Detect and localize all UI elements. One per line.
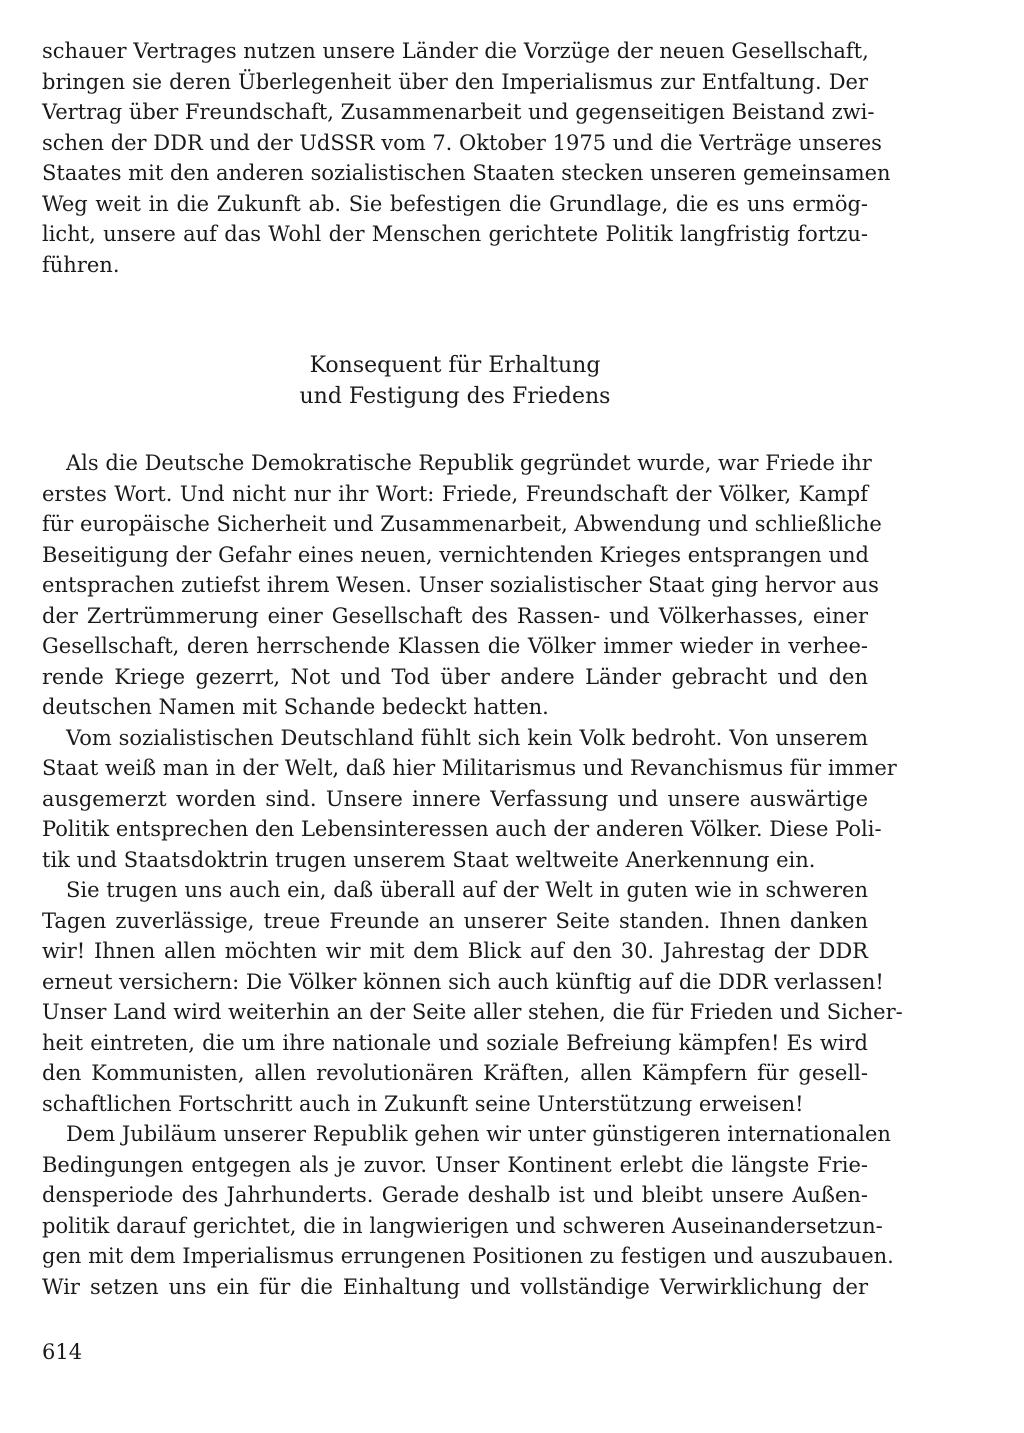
text-line: Bedingungen entgegen als je zuvor. Unser Kontinent erlebt die längste Frie- xyxy=(42,1152,868,1177)
text-line: heit eintreten, die um ihre nationale und soziale Befreiung kämpfen! Es wird xyxy=(42,1030,868,1055)
section-heading xyxy=(42,350,868,412)
text-line: Als die Deutsche Demokratische Republik gegründet wurde, war Friede ihr xyxy=(66,451,872,475)
paragraph-4 xyxy=(42,1119,894,1302)
text-line: der Zertrümmerung einer Gesellschaft des Rassen- und Völkerhasses, einer xyxy=(42,603,868,628)
text-line: führen. xyxy=(42,252,120,277)
text-line: wir! Ihnen allen möchten wir mit dem Blick auf den 30. Jahrestag der DDR xyxy=(42,939,868,963)
text-line: ausgemerzt worden sind. Unsere innere Verfassung und unsere auswärtige xyxy=(42,786,868,811)
text-line: schaftlichen Fortschritt auch in Zukunft seine Unterstützung erweisen! xyxy=(42,1091,804,1116)
paragraph-1 xyxy=(42,448,882,723)
intro-paragraph xyxy=(42,36,891,280)
document-page xyxy=(42,36,903,1302)
text-line: Beseitigung der Gefahr eines neuen, vernichtenden Krieges entsprangen und xyxy=(42,542,869,567)
text-line: Wir setzen uns ein für die Einhaltung und vollständige Verwirklichung der xyxy=(42,1274,868,1299)
text-line: Gesellschaft, deren herrschende Klassen die Völker immer wieder in verhee- xyxy=(42,634,868,658)
text-line: erstes Wort. Und nicht nur ihr Wort: Friede, Freundschaft der Völker, Kampf xyxy=(42,481,868,506)
text-line: Dem Jubiläum unserer Republik gehen wir unter günstigeren internationalen xyxy=(66,1122,891,1146)
text-line: für europäische Sicherheit und Zusammenarbeit, Abwendung und schließliche xyxy=(42,512,882,536)
text-line: deutschen Namen mit Schande bedeckt hatten. xyxy=(42,695,549,719)
text-line: bringen sie deren Überlegenheit über den Imperialismus zur Entfaltung. Der xyxy=(42,69,868,94)
paragraph-2 xyxy=(42,723,897,876)
section-heading-line-1: Konsequent für Erhaltung xyxy=(309,353,601,378)
page-number: 614 xyxy=(42,1340,83,1364)
text-line: rende Kriege gezerrt, Not und Tod über andere Länder gebracht und den xyxy=(42,664,868,689)
text-line: Staates mit den anderen sozialistischen Staaten stecken unseren gemeinsamen xyxy=(42,161,891,185)
text-line: Politik entsprechen den Lebensinteressen auch der anderen Völker. Diese Poli- xyxy=(42,817,882,841)
text-line: schen der DDR und der UdSSR vom 7. Oktober 1975 und die Verträge unseres xyxy=(42,130,882,155)
text-line: Weg weit in die Zukunft ab. Sie befestigen die Grundlage, die es uns ermög- xyxy=(42,191,868,216)
text-line: Unser Land wird weiterhin an der Seite aller stehen, die für Frieden und Sicher- xyxy=(42,1000,903,1024)
section-heading-line-2: und Festigung des Friedens xyxy=(299,384,611,409)
paragraph-3 xyxy=(42,875,903,1119)
text-line: gen mit dem Imperialismus errungenen Positionen zu festigen und auszubauen. xyxy=(42,1244,894,1268)
text-line: Sie trugen uns auch ein, daß überall auf der Welt in guten wie in schweren xyxy=(66,878,868,902)
text-line: politik darauf gerichtet, die in langwierigen und schweren Auseinandersetzun- xyxy=(42,1213,883,1238)
text-line: Tagen zuverlässige, treue Freunde an unserer Seite standen. Ihnen danken xyxy=(42,908,868,933)
text-line: schauer Vertrages nutzen unsere Länder die Vorzüge der neuen Gesellschaft, xyxy=(42,39,869,63)
text-line: Staat weiß man in der Welt, daß hier Militarismus und Revanchismus für immer xyxy=(42,756,897,780)
text-line: Vom sozialistischen Deutschland fühlt sich kein Volk bedroht. Von unserem xyxy=(66,725,868,750)
text-line: erneut versichern: Die Völker können sich auch künftig auf die DDR verlassen! xyxy=(42,969,884,994)
text-line: densperiode des Jahrhunderts. Gerade deshalb ist und bleibt unsere Außen- xyxy=(42,1183,868,1207)
text-line: entsprachen zutiefst ihrem Wesen. Unser sozialistischer Staat ging hervor aus xyxy=(42,573,879,597)
text-line: licht, unsere auf das Wohl der Menschen gerichtete Politik langfristig fortzu- xyxy=(42,222,868,246)
text-line: tik und Staatsdoktrin trugen unserem Staat weltweite Anerkennung ein. xyxy=(42,847,816,872)
text-line: den Kommunisten, allen revolutionären Kräften, allen Kämpfern für gesell- xyxy=(42,1061,868,1085)
text-line: Vertrag über Freundschaft, Zusammenarbeit und gegenseitigen Beistand zwi- xyxy=(42,100,875,124)
